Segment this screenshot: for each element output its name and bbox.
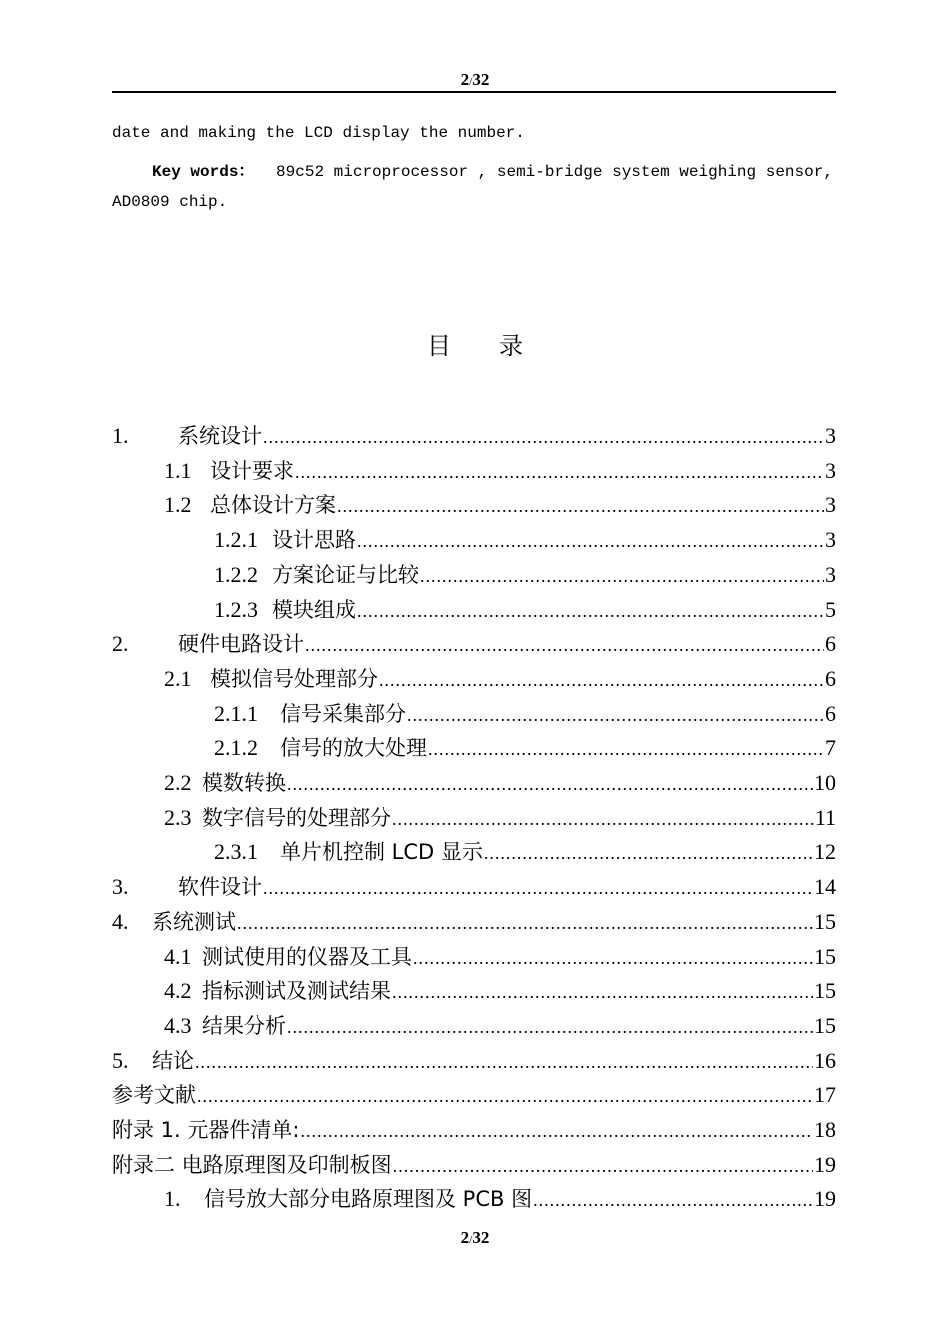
toc-entry-label: 信号放大部分电路原理图及 PCB 图: [204, 1187, 533, 1212]
keywords-line: [152, 158, 833, 181]
toc-entry[interactable]: [164, 975, 836, 1007]
toc-entry-number: 2.1: [164, 665, 192, 691]
toc-entry-label: 模拟信号处理部分: [210, 666, 378, 691]
toc-entry-page: 17: [814, 1082, 836, 1108]
toc-entry[interactable]: [112, 1114, 836, 1146]
toc-leader-dots: [379, 670, 824, 691]
toc-leader-dots: [300, 1121, 813, 1142]
toc-entry-number: 4.3: [164, 1012, 192, 1038]
toc-entry-label: 单片机控制 LCD 显示: [280, 840, 483, 865]
toc-entry-page: 18: [814, 1117, 836, 1142]
footer-page-number: [0, 1228, 950, 1248]
toc-entry-number: 1.2.3: [214, 596, 258, 622]
toc-leader-dots: [263, 878, 813, 899]
toc-leader-dots: [237, 913, 813, 934]
toc-entry-label: 信号的放大处理: [280, 736, 427, 761]
toc-entry-number: 1.: [112, 423, 129, 448]
toc-entry-label: 参考文献: [112, 1083, 196, 1108]
toc-entry-number: 5.: [112, 1047, 129, 1073]
toc-title-char: 目: [427, 332, 451, 360]
toc-entry[interactable]: [112, 906, 836, 938]
toc-leader-dots: [407, 705, 824, 726]
toc-entry-label: 结果分析: [202, 1013, 286, 1038]
toc-entry[interactable]: [164, 802, 836, 834]
toc-entry-number: 1.: [164, 1186, 181, 1212]
toc-entry[interactable]: [164, 941, 836, 973]
toc-leader-dots: [337, 496, 824, 517]
toc-entry-page: 6: [825, 700, 836, 726]
toc-entry-number: 2.3: [164, 804, 192, 830]
toc-entry-page: 6: [825, 665, 836, 691]
toc-entry-page: 16: [814, 1047, 836, 1073]
header-page-total: 32: [472, 70, 490, 89]
toc-entry-label: 信号采集部分: [280, 701, 406, 726]
toc-entry[interactable]: [214, 836, 836, 868]
toc-entry-label: 附录 1. 元器件清单:: [112, 1118, 300, 1142]
toc-leader-dots: [393, 1156, 813, 1177]
toc-entry-number: 2.1.1: [214, 700, 258, 726]
toc-entry-page: 5: [825, 596, 836, 622]
toc-title-char: 录: [499, 332, 523, 360]
toc-entry-number: 2.3.1: [214, 839, 258, 865]
toc-leader-dots: [305, 635, 824, 656]
toc-entry-label: 系统设计: [178, 424, 262, 448]
toc-entry-page: 3: [825, 527, 836, 553]
toc-entry-number: 3.: [112, 874, 129, 900]
toc-entry-page: 10: [814, 770, 836, 795]
toc-entry-page: 19: [814, 1186, 836, 1212]
toc-leader-dots: [287, 1017, 813, 1038]
toc-entry-number: 2.2: [164, 770, 192, 795]
keywords-label: Key words：: [152, 163, 255, 181]
toc-entry[interactable]: [214, 559, 836, 591]
toc-entry-label: 模块组成: [272, 597, 356, 622]
toc-entry-page: 11: [814, 804, 836, 830]
toc-entry[interactable]: [112, 871, 836, 903]
toc-entry-page: 6: [825, 631, 836, 657]
toc-entry[interactable]: [112, 1079, 836, 1111]
toc-entry-number: 4.2: [164, 978, 192, 1004]
toc-entry-page: 3: [825, 492, 836, 518]
toc-leader-dots: [392, 982, 813, 1003]
toc-entry-page: 15: [814, 1012, 836, 1038]
toc-leader-dots: [420, 566, 824, 587]
toc-entry[interactable]: [164, 1010, 836, 1042]
toc-entry-page: 12: [814, 839, 836, 865]
header-page-sep: /: [469, 74, 473, 88]
toc-leader-dots: [413, 948, 813, 969]
toc-entry-number: 1.2: [164, 492, 192, 518]
toc-entry-page: 3: [825, 423, 836, 448]
toc-entry-number: 1.1: [164, 457, 192, 483]
toc-entry-page: 19: [814, 1151, 836, 1177]
toc-entry-label: 设计要求: [210, 458, 294, 483]
toc-entry-label: 硬件电路设计: [178, 632, 304, 657]
toc-entry-page: 14: [814, 874, 836, 900]
toc-entry-page: 3: [825, 457, 836, 483]
toc-entry-label: 软件设计: [178, 875, 262, 900]
toc-entry-label: 模数转换: [202, 771, 286, 795]
toc-entry-number: 1.2.1: [214, 527, 258, 553]
abstract-line: AD0809 chip.: [112, 193, 228, 211]
toc-leader-dots: [263, 427, 824, 448]
toc-leader-dots: [484, 843, 813, 864]
toc-leader-dots: [295, 462, 824, 483]
toc-entry-page: 15: [814, 978, 836, 1004]
toc-leader-dots: [357, 601, 824, 622]
toc-entry[interactable]: [112, 1045, 836, 1077]
toc-entry-number: 2.: [112, 631, 129, 657]
toc-entry-page: 15: [814, 943, 836, 969]
toc-leader-dots: [392, 809, 814, 830]
toc-entry[interactable]: [164, 1183, 836, 1215]
toc-entry-page: 3: [825, 561, 836, 587]
toc-leader-dots: [533, 1190, 813, 1211]
toc-entry-label: 总体设计方案: [210, 493, 336, 518]
toc-entry[interactable]: [214, 732, 836, 764]
toc-entry-label: 结论: [152, 1048, 194, 1073]
toc-entry[interactable]: [164, 455, 836, 487]
toc-leader-dots: [287, 774, 813, 795]
footer-page-total: 32: [472, 1228, 490, 1247]
footer-page-current: 2: [460, 1228, 470, 1247]
toc-entry-page: 15: [814, 908, 836, 934]
toc-entry-page: 7: [825, 735, 836, 761]
toc-entry[interactable]: [112, 628, 836, 660]
header-page-number: [0, 70, 950, 90]
toc-leader-dots: [197, 1086, 813, 1107]
keywords-text: 89c52 microprocessor , semi-bridge system weighing sensor,: [276, 163, 833, 181]
toc-entry[interactable]: [164, 767, 836, 799]
toc-entry-label: 设计思路: [272, 528, 356, 553]
toc-entry-label: 系统测试: [152, 909, 236, 934]
toc-entry-number: 4.1: [164, 943, 192, 969]
header-page-current: 2: [460, 70, 470, 89]
toc-entry-label: 附录二 电路原理图及印制板图: [112, 1152, 392, 1177]
toc-entry-label: 测试使用的仪器及工具: [202, 944, 412, 969]
toc-entry-number: 1.2.2: [214, 561, 258, 587]
footer-page-sep: /: [469, 1232, 473, 1246]
toc-entry[interactable]: [112, 1149, 836, 1181]
toc-entry-label: 方案论证与比较: [272, 562, 419, 587]
toc-entry[interactable]: [164, 663, 836, 695]
toc-entry[interactable]: [164, 489, 836, 521]
toc-entry[interactable]: [214, 698, 836, 730]
header-rule: [112, 91, 836, 93]
toc-leader-dots: [357, 531, 824, 552]
toc-entry[interactable]: [112, 420, 836, 452]
toc-entry-number: 2.1.2: [214, 735, 258, 761]
toc-entry-number: 4.: [112, 908, 129, 934]
toc-entry-label: 指标测试及测试结果: [202, 979, 391, 1004]
toc-entry[interactable]: [214, 594, 836, 626]
toc-leader-dots: [195, 1052, 813, 1073]
toc-entry-label: 数字信号的处理部分: [202, 805, 391, 830]
abstract-line: date and making the LCD display the number.: [112, 124, 525, 142]
toc-entry[interactable]: [214, 524, 836, 556]
toc-leader-dots: [428, 739, 824, 760]
toc-title: [0, 326, 950, 361]
